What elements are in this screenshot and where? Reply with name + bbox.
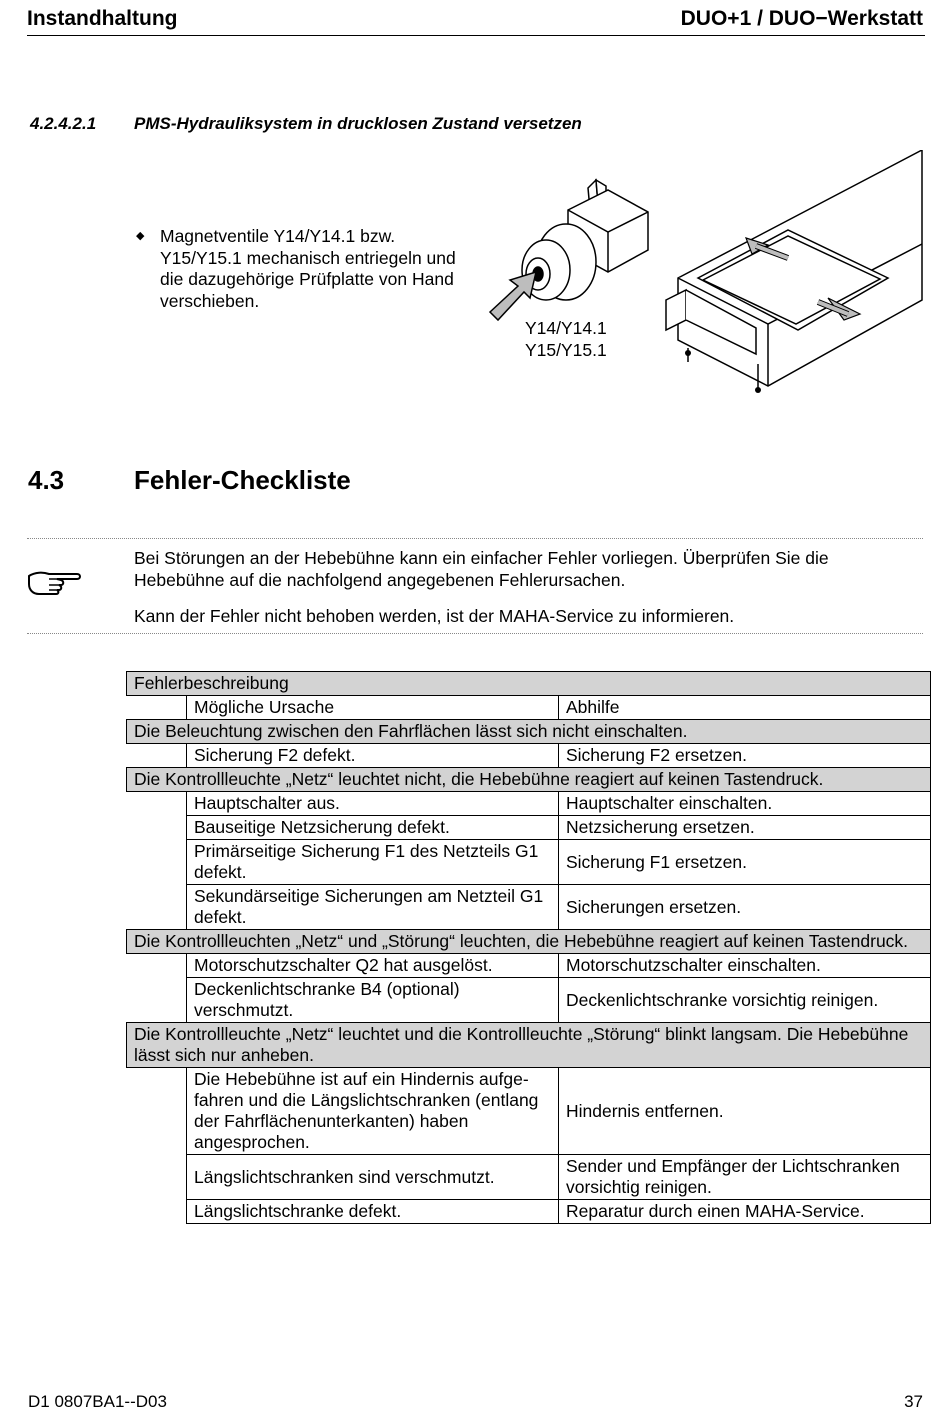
section-number: 4.2.4.2.1 bbox=[30, 114, 97, 133]
cause-cell: Längslichtschranken sind verschmutzt. bbox=[187, 1155, 559, 1200]
remedy-cell: Hauptschalter einschalten. bbox=[559, 792, 931, 816]
column-header-cause: Mögliche Ursache bbox=[187, 696, 559, 720]
cause-cell: Die Hebebühne ist auf ein Hindernis aufge-fahren und die Längslichtschranken (entlang der Fahrflächenunterkanten) haben angesprochen. bbox=[187, 1068, 559, 1155]
chapter-title: Fehler-Checkliste bbox=[134, 465, 351, 495]
note-paragraph-1: Bei Störungen an der Hebebühne kann ein einfacher Fehler vorliegen. Überprüfen Sie die Hebebühne auf die nachfolgend angegebenen Fehlerursachen. bbox=[134, 548, 829, 590]
fault-description: Die Kontrollleuchten „Netz“ und „Störung“ leuchten, die Hebebühne reagiert auf keinen Tastendruck. bbox=[127, 930, 931, 954]
table-row bbox=[127, 816, 931, 840]
header-title-right: DUO+1 / DUO−Werkstatt bbox=[680, 7, 923, 30]
table-row bbox=[127, 954, 931, 978]
figure-label-2: Y15/Y15.1 bbox=[525, 340, 607, 360]
fault-group-row bbox=[127, 1023, 931, 1068]
column-header-remedy: Abhilfe bbox=[559, 696, 931, 720]
fault-group-row bbox=[127, 720, 931, 744]
bullet-text: Magnetventile Y14/Y14.1 bzw. Y15/Y15.1 mechanisch entriegeln und die dazugehörige Prüfplatte von Hand verschieben. bbox=[160, 226, 456, 311]
cause-cell: Hauptschalter aus. bbox=[187, 792, 559, 816]
chapter-number: 4.3 bbox=[28, 465, 65, 495]
cause-cell: Bauseitige Netzsicherung defekt. bbox=[187, 816, 559, 840]
table-header-row bbox=[127, 672, 931, 696]
note-top-rule bbox=[27, 538, 923, 539]
cause-cell: Längslichtschranke defekt. bbox=[187, 1200, 559, 1224]
table-row bbox=[127, 792, 931, 816]
cause-cell: Deckenlichtschranke B4 (optional) verschmutzt. bbox=[187, 978, 559, 1023]
header-rule bbox=[27, 35, 925, 36]
cause-cell: Sekundärseitige Sicherungen am Netzteil G1 defekt. bbox=[187, 885, 559, 930]
footer-document-id: D1 0807BA1--D03 bbox=[28, 1392, 167, 1411]
remedy-cell: Deckenlichtschranke vorsichtig reinigen. bbox=[559, 978, 931, 1023]
figure-label-1: Y14/Y14.1 bbox=[525, 318, 607, 338]
remedy-cell: Sicherung F1 ersetzen. bbox=[559, 840, 931, 885]
cause-cell: Primärseitige Sicherung F1 des Netzteils G1 defekt. bbox=[187, 840, 559, 885]
fault-group-row bbox=[127, 768, 931, 792]
remedy-cell: Reparatur durch einen MAHA-Service. bbox=[559, 1200, 931, 1224]
cause-cell: Sicherung F2 defekt. bbox=[187, 744, 559, 768]
remedy-cell: Sender und Empfänger der Lichtschranken vorsichtig reinigen. bbox=[559, 1155, 931, 1200]
remedy-cell: Sicherungen ersetzen. bbox=[559, 885, 931, 930]
table-row bbox=[127, 978, 931, 1023]
table-row bbox=[127, 1200, 931, 1224]
remedy-cell: Hindernis entfernen. bbox=[559, 1068, 931, 1155]
note-paragraph-2: Kann der Fehler nicht behoben werden, ist der MAHA-Service zu informieren. bbox=[134, 606, 735, 626]
table-row bbox=[127, 840, 931, 885]
bullet-diamond-icon: ◆ bbox=[136, 230, 145, 242]
header-title-left: Instandhaltung bbox=[27, 7, 178, 30]
table-row bbox=[127, 744, 931, 768]
remedy-cell: Netzsicherung ersetzen. bbox=[559, 816, 931, 840]
cause-cell: Motorschutzschalter Q2 hat ausgelöst. bbox=[187, 954, 559, 978]
section-title: PMS-Hydrauliksystem in drucklosen Zustand versetzen bbox=[134, 114, 582, 133]
table-row bbox=[127, 1068, 931, 1155]
fault-group-row bbox=[127, 930, 931, 954]
pointing-hand-icon bbox=[25, 566, 83, 600]
table-row bbox=[127, 885, 931, 930]
fault-description: Die Beleuchtung zwischen den Fahrflächen lässt sich nicht einschalten. bbox=[127, 720, 931, 744]
fault-description: Die Kontrollleuchte „Netz“ leuchtet nicht, die Hebebühne reagiert auf keinen Tastendruck. bbox=[127, 768, 931, 792]
remedy-cell: Motorschutzschalter einschalten. bbox=[559, 954, 931, 978]
table-row bbox=[127, 1155, 931, 1200]
table-subheader-row bbox=[127, 696, 931, 720]
table-header-fehlerbeschreibung: Fehlerbeschreibung bbox=[127, 672, 931, 696]
valve-plate-illustration bbox=[488, 150, 938, 400]
remedy-cell: Sicherung F2 ersetzen. bbox=[559, 744, 931, 768]
fault-description: Die Kontrollleuchte „Netz“ leuchtet und die Kontrollleuchte „Störung“ blinkt langsam. Die Hebebühne lässt sich nur anheben. bbox=[127, 1023, 931, 1068]
page-number: 37 bbox=[904, 1392, 923, 1411]
fault-checklist-table bbox=[126, 671, 931, 1224]
note-bottom-rule bbox=[27, 633, 923, 634]
